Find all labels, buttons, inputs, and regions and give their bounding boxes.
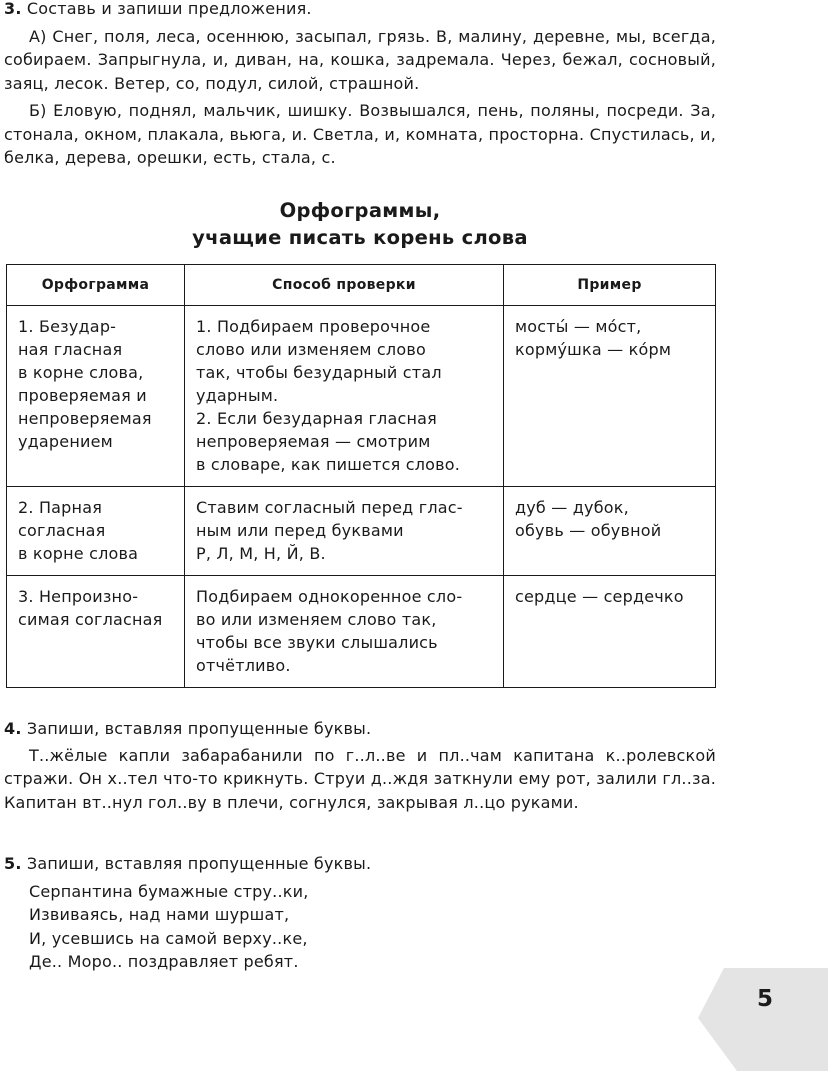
cell-line: слово или изменяем слово: [196, 340, 426, 359]
cell-line: ударением: [18, 432, 113, 451]
example-cell: [504, 306, 716, 487]
table-row: [7, 576, 716, 688]
cell-line: согласная: [18, 521, 106, 540]
exercise-3-part-a: А) Снег, поля, леса, осеннюю, засыпал, грязь. В, малину, деревне, мы, всегда, собираем. Запрыгнула, и, диван, на, кошка, задремала. Через, бежал, сосновый, заяц, лесок. Ветер, со, подул, силой, страшной.: [4, 26, 716, 93]
cell-line: 1. Подбираем проверочное: [196, 317, 431, 336]
table-heading-line-2: учащие писать корень слова: [192, 226, 528, 249]
exercise-number: 4.: [4, 719, 22, 738]
cell-line: дуб — дубок,: [515, 498, 629, 517]
exercise-instruction: Запиши, вставляя пропущенные буквы.: [26, 854, 372, 873]
cell-line: ная гласная: [18, 340, 123, 359]
exercise-5: [4, 852, 716, 974]
exercise-number: 5.: [4, 854, 22, 873]
cell-line: ным или перед буквами: [196, 521, 404, 540]
exercise-4-text: Т..жёлые капли забарабанили по г..л..ве и пл..чам капитана к..ролевской стражи. Он х..тел что-то крикнуть. Струи д..ждя заткнули ему рот, залили гл..за. Капитан вт..нул гол..ву в плечи, согнулся, закрывая л..цо руками.: [4, 745, 716, 812]
cell-line: в корне слова,: [18, 363, 144, 382]
cell-line: 1. Безудар-: [18, 317, 117, 336]
poem-line: Серпантина бумажные стру..ки,: [29, 881, 309, 901]
exercise-number: 3.: [4, 0, 22, 18]
method-cell: [185, 576, 504, 688]
exercise-instruction: Запиши, вставляя пропущенные буквы.: [26, 719, 372, 738]
table-heading: [4, 197, 716, 251]
cell-line: так, чтобы безударный стал: [196, 363, 442, 382]
cell-line: непроверяемая: [18, 409, 152, 428]
cell-line: 2. Парная: [18, 498, 103, 517]
cell-line: во или изменяем слово так,: [196, 610, 437, 629]
exercise-3-part-b: Б) Еловую, поднял, мальчик, шишку. Возвышался, пень, поляны, посреди. За, стонала, окном, плакала, вьюга, и. Светла, и, комната, просторна. Спустилась, и, белка, дерева, орешки, есть, стала, с.: [4, 101, 716, 167]
example-cell: [504, 576, 716, 688]
method-cell: [185, 306, 504, 487]
page-number: 5: [756, 986, 773, 1012]
cell-line: сердце — сердечко: [515, 587, 684, 606]
exercise-3: [4, 0, 716, 174]
table-heading-line-1: Орфограммы,: [279, 199, 441, 222]
method-cell: [185, 487, 504, 576]
column-header-orthogram: Орфограмма: [7, 265, 185, 306]
cell-line: ударным.: [196, 386, 279, 405]
exercise-5-title: [4, 852, 716, 876]
poem-line: И, усевшись на самой верху..ке,: [29, 928, 308, 948]
column-header-example: Пример: [504, 265, 716, 306]
exercise-4: [4, 717, 716, 814]
orthogram-cell: [7, 487, 185, 576]
example-cell: [504, 487, 716, 576]
cell-line: проверяемая и: [18, 386, 147, 405]
table-row: [7, 487, 716, 576]
cell-line: отчётливо.: [196, 656, 291, 675]
cell-line: в словаре, как пишется слово.: [196, 455, 461, 474]
cell-line: чтобы все звуки слышались: [196, 633, 438, 652]
cell-line: мосты́ — мо́ст,: [515, 317, 642, 336]
column-header-method: Способ проверки: [185, 265, 504, 306]
cell-line: Подбираем однокоренное сло-: [196, 587, 463, 606]
poem-line: Извиваясь, над нами шуршат,: [29, 905, 290, 924]
exercise-instruction: Составь и запиши предложения.: [26, 0, 312, 18]
cell-line: непроверяемая — смотрим: [196, 432, 431, 451]
orthogram-cell: [7, 576, 185, 688]
exercise-3-title: [4, 0, 716, 21]
table-header-row: [7, 265, 716, 306]
cell-line: в корне слова: [18, 544, 139, 563]
cell-line: симая согласная: [18, 610, 163, 629]
exercise-4-title: [4, 717, 716, 741]
orthogram-cell: [7, 306, 185, 487]
cell-line: 3. Непроизно-: [18, 587, 139, 606]
cell-line: Ставим согласный перед глас-: [196, 498, 463, 517]
cell-line: корму́шка — ко́рм: [515, 340, 672, 359]
poem-line: Де.. Моро.. поздравляет ребят.: [29, 952, 299, 971]
table-row: [7, 306, 716, 487]
cell-line: 2. Если безударная гласная: [196, 409, 437, 428]
orthogram-table: [6, 264, 716, 688]
cell-line: обувь — обувной: [515, 521, 662, 540]
cell-line: Р, Л, М, Н, Й, В.: [196, 544, 326, 563]
